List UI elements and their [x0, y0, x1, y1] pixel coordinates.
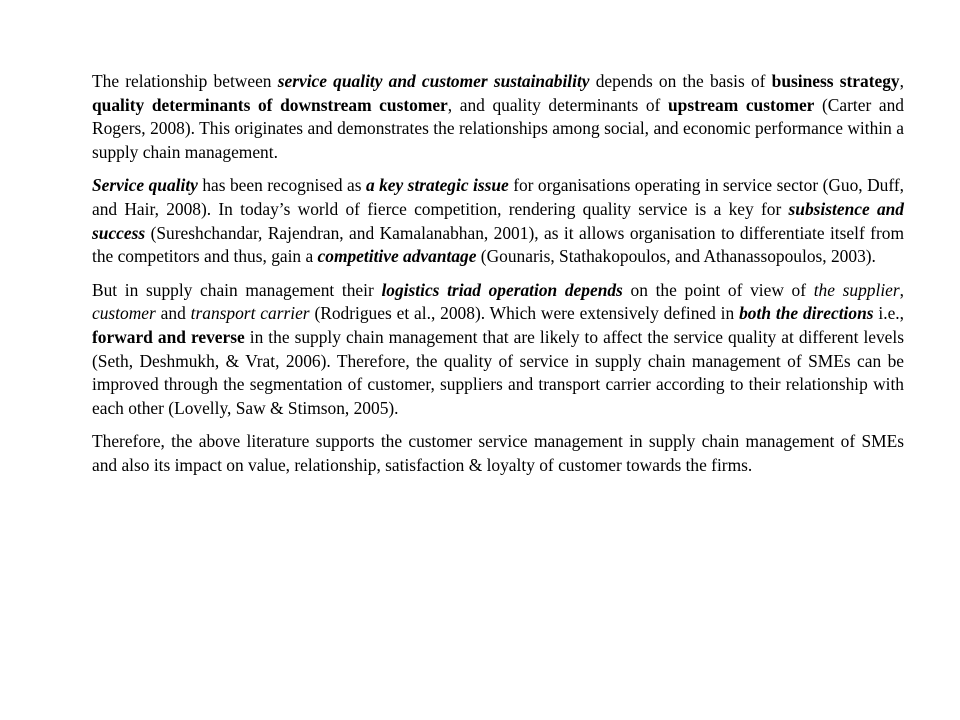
- text-run: service quality and customer sustainability: [277, 71, 590, 91]
- text-run: a key strategic issue: [365, 175, 509, 196]
- text-run: and: [155, 303, 191, 324]
- paragraph-3: [92, 279, 904, 421]
- text-run: for organisations operating in service sector (Guo, Duff, and Hair, 2008). In today’s world of fierce competition, rendering quality service is a key for: [92, 175, 904, 219]
- text-run: , and quality determinants of: [447, 94, 668, 115]
- text-run: upstream customer: [667, 94, 815, 115]
- text-run: depends on the basis of: [589, 71, 772, 91]
- text-run: competitive advantage: [317, 246, 477, 267]
- text-run: ,: [899, 279, 904, 300]
- text-run: business strategy: [771, 71, 900, 91]
- text-run: logistics triad operation depends: [381, 279, 623, 300]
- text-run: on the point of view of: [622, 279, 814, 300]
- text-run: (Sureshchandar, Rajendran, and Kamalanabhan, 2001), as it allows organisation to differentiate itself from the competitors and thus, gain a: [92, 222, 904, 267]
- text-run: (Gounaris, Stathakopoulos, and Athanassopoulos, 2003).: [476, 246, 876, 267]
- text-run: has been recognised as: [197, 175, 366, 196]
- text-run: ,: [899, 71, 904, 91]
- text-run: quality determinants of downstream customer: [92, 94, 448, 115]
- text-run: Therefore, the above literature supports the customer service management in supply chain management of SMEs and also its impact on value, relationship, satisfaction & loyalty of customer towards the firms.: [92, 431, 904, 475]
- text-run: both the directions: [739, 303, 874, 324]
- text-run: in the supply chain management that are likely to affect the service quality at different levels (Seth, Deshmukh, & Vrat, 2006). Therefore, the quality of service in supply chain management of SMEs can be improved through the segmentation of customer, suppliers and transport carrier according to their relationship with each other (Lovelly, Saw & Stimson, 2005).: [92, 326, 905, 418]
- text-run: (Rodrigues et al., 2008). Which were extensively defined in: [309, 303, 740, 324]
- text-run: subsistence and success: [92, 198, 905, 243]
- paragraph-4: [92, 430, 904, 477]
- text-run: i.e.,: [873, 303, 904, 324]
- text-run: forward and reverse: [92, 326, 245, 347]
- text-run: customer: [92, 303, 156, 324]
- text-run: The relationship between: [92, 71, 278, 91]
- text-run: transport carrier: [190, 303, 310, 324]
- document-page: [92, 70, 904, 488]
- paragraph-1: [92, 70, 904, 164]
- text-run: (Carter and Rogers, 2008). This originates and demonstrates the relationships among social, and economic performance within a supply chain management.: [92, 94, 904, 162]
- paragraph-2: [92, 174, 904, 268]
- text-run: the supplier: [813, 279, 900, 300]
- text-run: But in supply chain management their: [92, 279, 382, 300]
- text-run: Service quality: [92, 175, 198, 196]
